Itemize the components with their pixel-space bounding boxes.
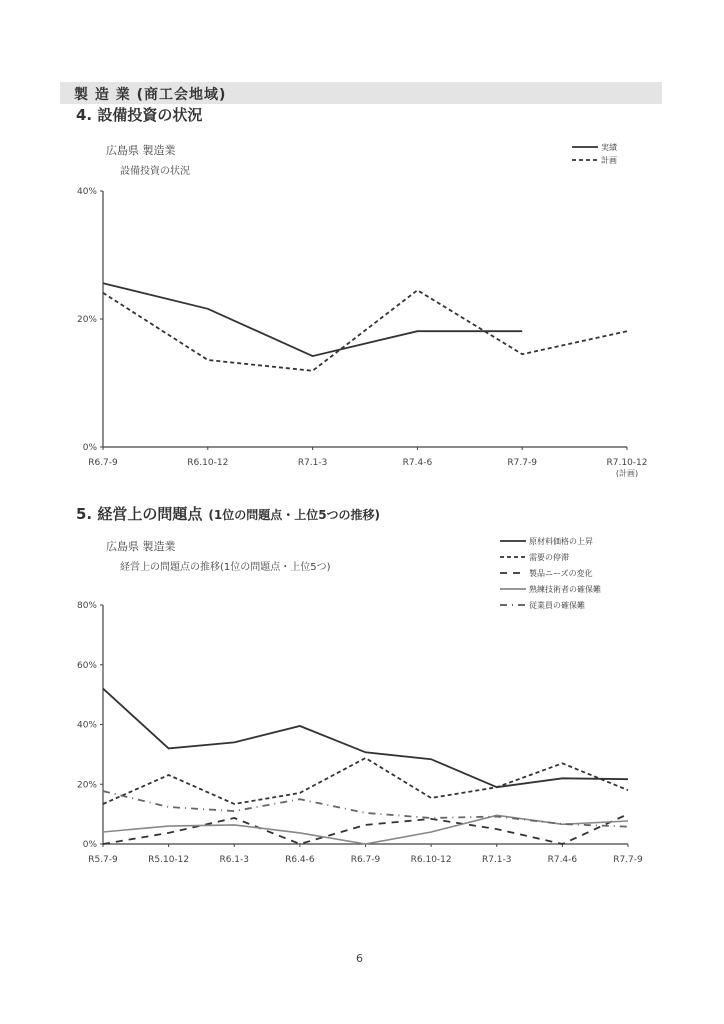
- series-line-2: [103, 758, 628, 804]
- chart-2: [77, 536, 643, 865]
- x-tick-note: (計画): [615, 469, 639, 478]
- series-line-1: [103, 283, 522, 356]
- legend-label: 計画: [601, 156, 617, 165]
- y-tick-label: 0%: [82, 443, 97, 453]
- legend-label: 需要の停滞: [529, 553, 569, 562]
- series-line-3: [103, 814, 628, 844]
- x-tick-label: R6.10-12: [187, 458, 229, 468]
- section-header-text: 製 造 業 (商工会地域): [74, 87, 227, 103]
- chart2-subtitle: 経営上の問題点の推移(1位の問題点・上位5つ): [120, 562, 331, 573]
- series-line-1: [103, 689, 628, 788]
- y-tick-label: 40%: [76, 720, 97, 731]
- y-tick-label: 0%: [82, 840, 97, 850]
- x-tick-label: R7.10-12: [606, 458, 648, 468]
- x-tick-label: R7.4-6: [547, 855, 578, 865]
- legend-label: 従業員の確保難: [529, 601, 585, 610]
- x-tick-label: R7.1-3: [481, 855, 512, 865]
- chart-1: [77, 142, 648, 478]
- heading5-main: 5. 経営上の問題点: [76, 505, 203, 523]
- heading-capital-investment: 4. 設備投資の状況: [76, 106, 203, 124]
- x-tick-label: R7.7-9: [613, 855, 643, 865]
- x-tick-label: R7.7-9: [507, 458, 537, 468]
- y-tick-label: 20%: [76, 780, 97, 791]
- legend-label: 製品ニーズの変化: [529, 569, 593, 578]
- series-line-5: [103, 791, 628, 827]
- x-tick-label: R6.1-3: [219, 855, 250, 865]
- y-tick-label: 40%: [76, 187, 97, 197]
- x-tick-label: R6.10-12: [410, 855, 452, 865]
- x-tick-label: R6.4-6: [285, 855, 315, 865]
- y-tick-label: 80%: [76, 601, 97, 611]
- legend-label: 熟練技術者の確保難: [529, 585, 601, 594]
- legend-label: 実績: [601, 143, 617, 152]
- legend-label: 原材料価格の上昇: [529, 537, 593, 546]
- chart1-title: 広島県 製造業: [106, 144, 176, 157]
- y-tick-label: 60%: [76, 660, 97, 671]
- chart1-subtitle: 設備投資の状況: [120, 166, 190, 177]
- x-tick-label: R5.10-12: [148, 855, 190, 865]
- y-tick-label: 20%: [76, 315, 97, 325]
- page-number: 6: [356, 952, 363, 965]
- x-tick-label: R5.7-9: [88, 855, 118, 865]
- chart2-title: 広島県 製造業: [106, 540, 176, 553]
- x-tick-label: R6.7-9: [88, 458, 118, 468]
- x-tick-label: R7.1-3: [297, 458, 328, 468]
- heading5-sub: (1位の問題点・上位5つの推移): [208, 508, 381, 522]
- x-tick-label: R6.7-9: [350, 855, 381, 865]
- x-tick-label: R7.4-6: [402, 458, 433, 468]
